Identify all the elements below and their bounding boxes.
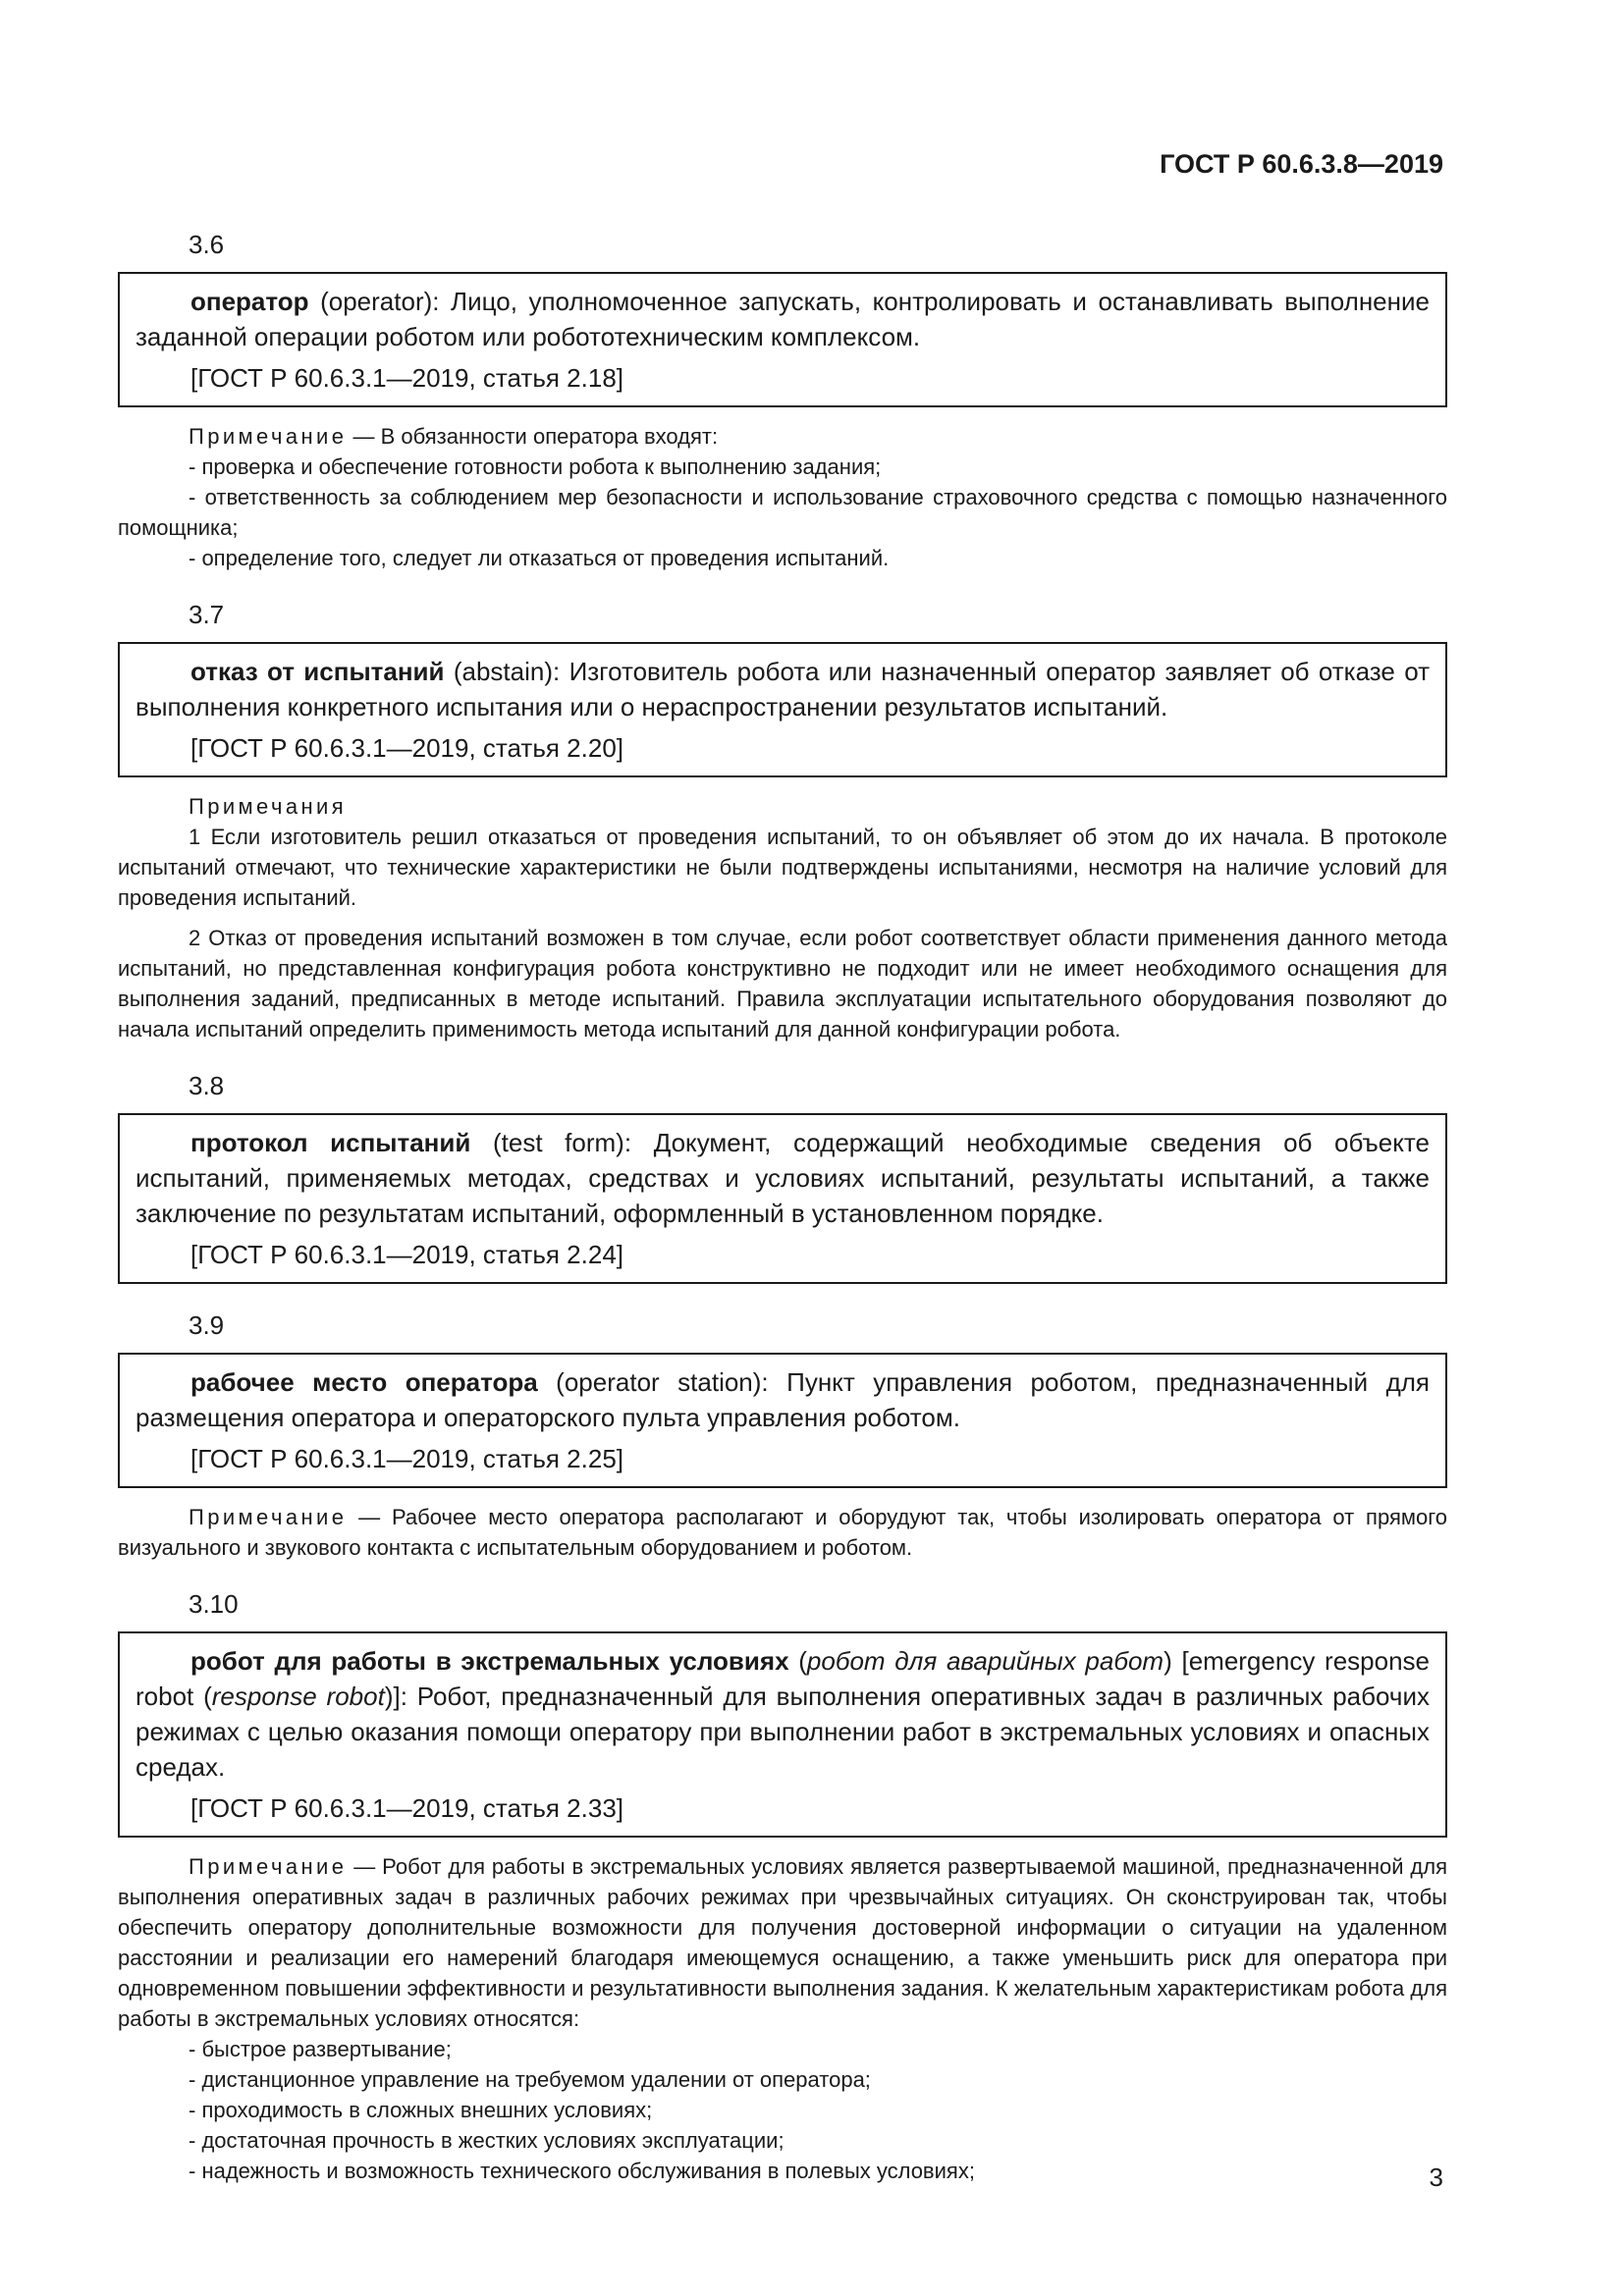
term-definition-text: )]: Робот, предназначенный для выполнения оперативных задач в различных рабочих режимах с целью оказания помощи оператору при выполнении работ в экстремальных условиях и опасных средах. <box>135 1682 1430 1782</box>
term-definition <box>135 1125 1430 1231</box>
term-definition-text: (operator): Лицо, уполномоченное запускать, контролировать и останавливать выполнение заданной операции роботом или робототехническим комплексом. <box>135 287 1430 351</box>
term-name: отказ от испытаний <box>190 657 445 686</box>
term-definition-box <box>118 1631 1447 1838</box>
term-name: оператор <box>190 287 309 316</box>
note-text: — Робот для работы в экстремальных условиях является развертываемой машиной, предназначенной для выполнения оперативных задач в различных рабочих режимах при чрезвычайных ситуациях. Он сконструирован так, чтобы обеспечить оператору дополнительные возможности для получения достоверной информации о ситуации на удаленном расстоянии и реализации его намерений благодаря имеющемуся оснащению, а также уменьшить риск для оператора при одновременном повышении эффективности и результативности выполнения задания. К желательным характеристикам робота для работы в экстремальных условиях относятся: <box>118 1854 1447 2031</box>
term-definition-box <box>118 272 1447 407</box>
page-number: 3 <box>1429 2163 1443 2192</box>
notes-heading: Примечания <box>189 794 348 819</box>
document-header: ГОСТ Р 60.6.3.8—2019 <box>1160 149 1443 179</box>
note-label: Примечание <box>189 424 348 449</box>
note-paragraph: 2 Отказ от проведения испытаний возможен в том случае, если робот соответствует области применения данного метода испытаний, но представленная конфигурация робота конструктивно не подходит или не имеет необходимого оснащения для выполнения заданий, предписанных в методе испытаний. Правила эксплуатации испытательного оборудования позволяют до начала испытаний определить применимость метода испытаний для данной конфигурации робота. <box>118 926 1447 1041</box>
term-number: 3.6 <box>189 230 225 259</box>
note-paragraph: 1 Если изготовитель решил отказаться от проведения испытаний, то он объявляет об этом до их начала. В протоколе испытаний отмечают, что технические характеристики не были подтверждены испытаниями, несмотря на наличие условий для проведения испытаний. <box>118 825 1447 910</box>
document-body <box>118 231 1447 2214</box>
note <box>118 1851 1447 2186</box>
term-definition-box <box>118 642 1447 777</box>
term-source: [ГОСТ Р 60.6.3.1—2019, статья 2.18] <box>190 363 623 393</box>
term-definition: робот для работы в экстремальных условиях (робот для аварийных работ) [emergency response robot (response robot)]: Робот, предназначенный для выполнения оперативных задач в различных рабочих режимах с целью оказания помощи оператору при выполнении работ в экстремальных условиях и опасных средах. <box>135 1646 1430 1782</box>
term-name: протокол испытаний <box>190 1128 471 1157</box>
term-number: 3.7 <box>189 600 225 629</box>
term-definition-text: (abstain): Изготовитель робота или назначенный оператор заявляет об отказе от выполнения конкретного испытания или о нераспространении результатов испытаний. <box>135 657 1431 721</box>
term-source: [ГОСТ Р 60.6.3.1—2019, статья 2.24] <box>190 1240 623 1269</box>
list-item: - ответственность за соблюдением мер безопасности и использование страховочного средства с помощью назначенного помощника; <box>118 485 1447 540</box>
note-label: Примечание <box>189 1505 348 1529</box>
note-text: — В обязанности оператора входят: <box>347 424 719 449</box>
term-source: [ГОСТ Р 60.6.3.1—2019, статья 2.33] <box>190 1793 623 1823</box>
term-definition-text: (test form): Документ, содержащий необходимые сведения об объекте испытаний, применяемых методах, средствах и условиях испытаний, результаты испытаний, а также заключение по результатам испытаний, оформленный в установленном порядке. <box>135 1128 1430 1228</box>
term-name: робот для работы в экстремальных условиях <box>190 1646 789 1676</box>
note-text: — Рабочее место оператора располагают и оборудуют так, чтобы изолировать оператора от прямого визуального и звукового контакта с испытательным оборудованием и роботом. <box>118 1505 1447 1560</box>
term-number: 3.10 <box>189 1589 239 1619</box>
note <box>118 421 1447 573</box>
term-definition-box <box>118 1353 1447 1488</box>
list-item: - проходимость в сложных внешних условиях; <box>189 2098 653 2122</box>
term-definition-text: (operator station): Пункт управления роботом, предназначенный для размещения оператора и операторского пульта управления роботом. <box>135 1367 1431 1432</box>
term-definition-box <box>118 1113 1447 1284</box>
note-label: Примечание <box>189 1854 348 1879</box>
term-source: [ГОСТ Р 60.6.3.1—2019, статья 2.20] <box>190 733 623 763</box>
note-intro <box>118 421 1447 452</box>
list-item: - быстрое развертывание; <box>189 2037 452 2061</box>
list-item: - дистанционное управление на требуемом удалении от оператора; <box>189 2067 871 2092</box>
term-number: 3.8 <box>189 1071 225 1100</box>
list-item: - достаточная прочность в жестких условиях эксплуатации; <box>189 2128 785 2153</box>
list-item: - определение того, следует ли отказаться от проведения испытаний. <box>189 546 890 570</box>
term-number: 3.9 <box>189 1310 225 1340</box>
list-item: - проверка и обеспечение готовности робота к выполнению задания; <box>189 454 882 479</box>
note-paragraph <box>118 1851 1447 2034</box>
term-source: [ГОСТ Р 60.6.3.1—2019, статья 2.25] <box>190 1444 623 1473</box>
note-paragraph <box>118 1502 1447 1563</box>
term-name: рабочее место оператора <box>190 1367 538 1397</box>
notes <box>118 791 1447 1044</box>
note <box>118 1502 1447 1563</box>
list-item: - надежность и возможность технического обслуживания в полевых условиях; <box>189 2159 975 2183</box>
term-definition <box>135 1364 1430 1435</box>
term-synonym: робот для аварийных работ <box>806 1646 1164 1676</box>
term-definition <box>135 654 1430 724</box>
term-definition <box>135 284 1430 354</box>
term-synonym-en: response robot <box>211 1682 385 1711</box>
